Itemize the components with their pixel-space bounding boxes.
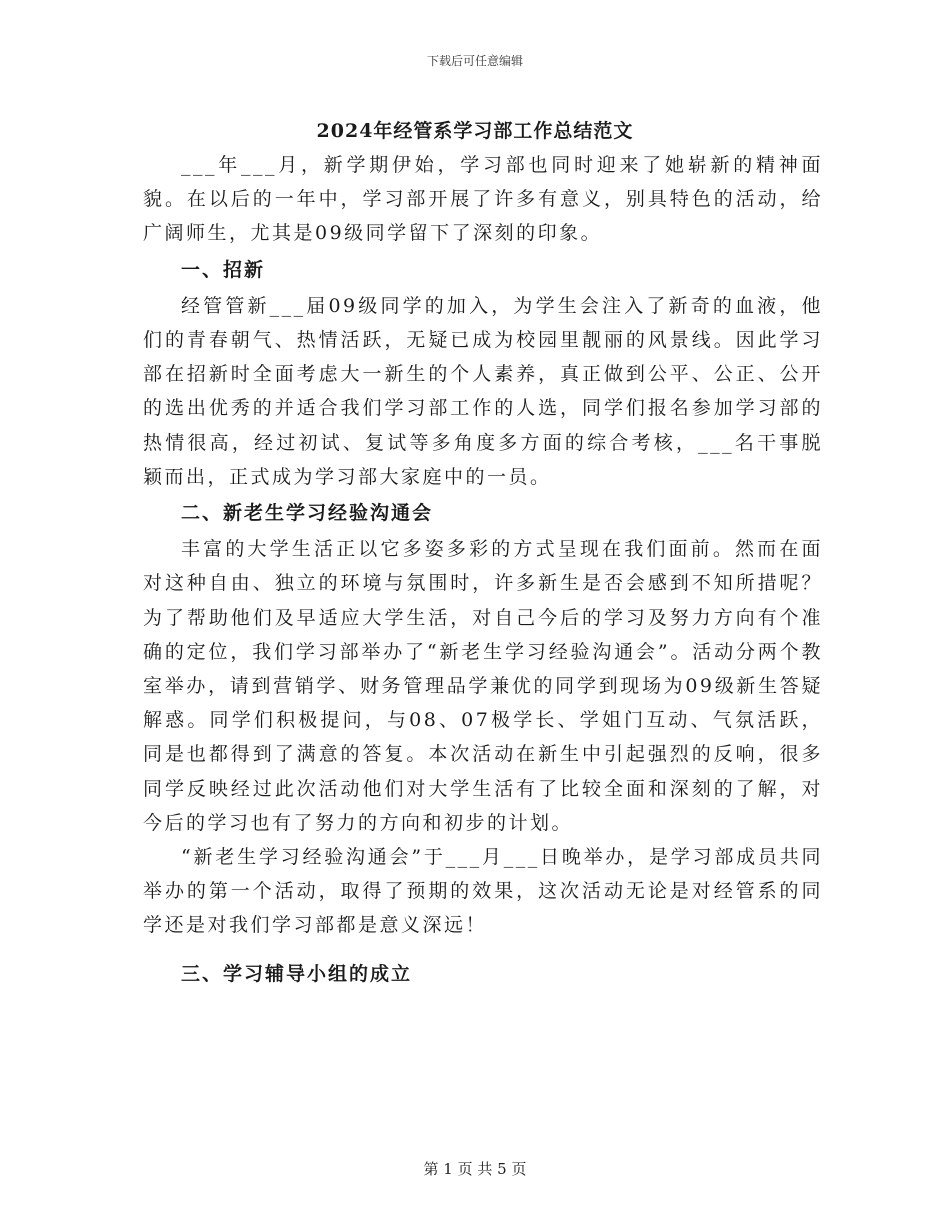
- page-header: 下载后可任意编辑: [426, 54, 523, 68]
- section-heading-tutoring-group: 三、学习辅导小组的成立: [181, 962, 413, 985]
- document-body: [143, 148, 823, 993]
- section-heading-recruitment: 一、招新: [181, 258, 266, 281]
- section-paragraph: 丰富的大学生活正以它多姿多彩的方式呈现在我们面前。然而在面对这种自由、独立的环境与氛围时，许多新生是否会感到不知所措呢？为了帮助他们及早适应大学生活，对自己今后的学习及努力方向有个准确的定位，我们学习部举办了“新老生学习经验沟通会”。活动分两个教室举办，请到营销学、财务管理品学兼优的同学到现场为09级新生答疑解惑。同学们积极提问，与08、07极学长、学姐门互动、气氛活跃，同是也都得到了满意的答复。本次活动在新生中引起强烈的反响，很多同学反映经过此次活动他们对大学生活有了比较全面和深刻的了解，对今后的学习也有了努力的方向和初步的计划。: [143, 538, 823, 834]
- document-title: 2024年经管系学习部工作总结范文: [316, 120, 634, 142]
- section-paragraph: “新老生学习经验沟通会”于___月___日晚举办，是学习部成员共同举办的第一个活动，取得了预期的效果，这次活动无论是对经管系的同学还是对我们学习部都是意义深远！: [143, 846, 823, 937]
- section-heading-experience-meeting: 二、新老生学习经验沟通会: [181, 502, 434, 525]
- intro-paragraph: ___年___月，新学期伊始，学习部也同时迎来了她崭新的精神面貌。在以后的一年中，学习部开展了许多有意义，别具特色的活动，给广阔师生，尤其是09级同学留下了深刻的印象。: [143, 154, 823, 245]
- page-number: 第 1 页 共 5 页: [423, 1160, 527, 1178]
- section-paragraph: 经管管新___届09级同学的加入，为学生会注入了新奇的血液，他们的青春朝气、热情活跃，无疑已成为校园里靓丽的风景线。因此学习部在招新时全面考虑大一新生的个人素养，真正做到公平、公正、公开的选出优秀的并适合我们学习部工作的人选，同学们报名参加学习部的热情很高，经过初试、复试等多角度多方面的综合考核，___名干事脱颖而出，正式成为学习部大家庭中的一员。: [143, 294, 823, 488]
